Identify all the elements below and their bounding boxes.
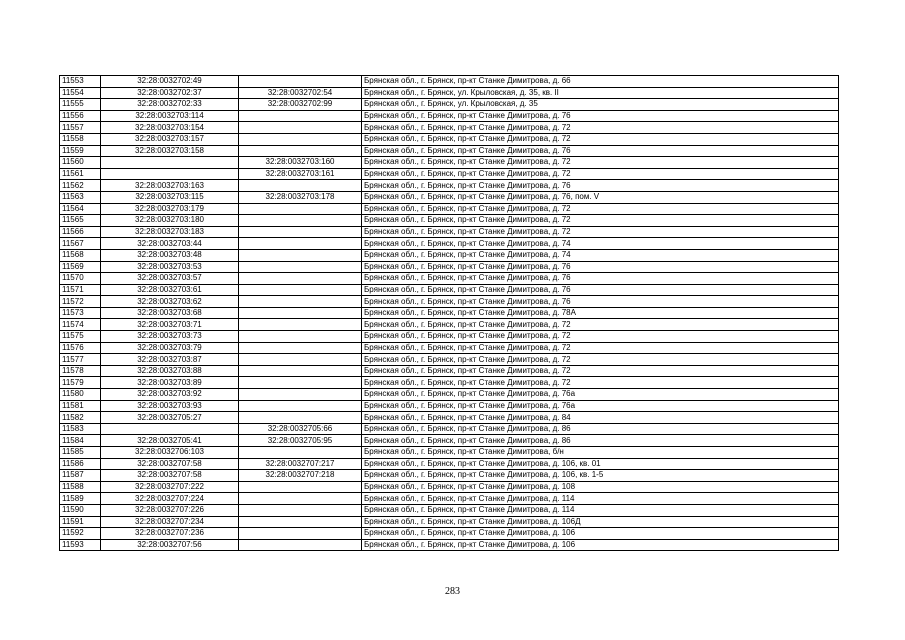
- land-cadastral-number-cell: 32:28:0032707:236: [101, 528, 239, 540]
- row-number-cell: 11577: [60, 354, 101, 366]
- table-row: [60, 447, 839, 459]
- land-cadastral-number-cell: 32:28:0032703:89: [101, 377, 239, 389]
- land-cadastral-number-cell: 32:28:0032703:88: [101, 365, 239, 377]
- row-number-cell: 11592: [60, 528, 101, 540]
- building-cadastral-number-cell: [239, 273, 362, 285]
- table-row: [60, 481, 839, 493]
- address-cell: Брянская обл., г. Брянск, пр-кт Станке Димитрова, д. 72: [362, 133, 839, 145]
- building-cadastral-number-cell: [239, 539, 362, 551]
- building-cadastral-number-cell: [239, 307, 362, 319]
- table-row: [60, 226, 839, 238]
- address-cell: Брянская обл., г. Брянск, пр-кт Станке Димитрова, д. 78А: [362, 307, 839, 319]
- land-cadastral-number-cell: 32:28:0032707:222: [101, 481, 239, 493]
- land-cadastral-number-cell: [101, 423, 239, 435]
- table-row: [60, 354, 839, 366]
- table-row: [60, 238, 839, 250]
- row-number-cell: 11556: [60, 110, 101, 122]
- table-row: [60, 157, 839, 169]
- table-row: [60, 435, 839, 447]
- row-number-cell: 11568: [60, 249, 101, 261]
- land-cadastral-number-cell: 32:28:0032703:115: [101, 191, 239, 203]
- row-number-cell: 11560: [60, 157, 101, 169]
- address-cell: Брянская обл., г. Брянск, пр-кт Станке Димитрова, б/н: [362, 447, 839, 459]
- table-row: [60, 273, 839, 285]
- table-row: [60, 87, 839, 99]
- row-number-cell: 11559: [60, 145, 101, 157]
- row-number-cell: 11583: [60, 423, 101, 435]
- land-cadastral-number-cell: 32:28:0032703:179: [101, 203, 239, 215]
- building-cadastral-number-cell: [239, 226, 362, 238]
- address-cell: Брянская обл., г. Брянск, пр-кт Станке Димитрова, д. 76: [362, 284, 839, 296]
- address-cell: Брянская обл., г. Брянск, пр-кт Станке Димитрова, д. 76: [362, 261, 839, 273]
- table-row: [60, 122, 839, 134]
- address-cell: Брянская обл., г. Брянск, пр-кт Станке Димитрова, д. 76а: [362, 389, 839, 401]
- table-row: [60, 133, 839, 145]
- land-cadastral-number-cell: 32:28:0032703:92: [101, 389, 239, 401]
- building-cadastral-number-cell: [239, 296, 362, 308]
- row-number-cell: 11591: [60, 516, 101, 528]
- building-cadastral-number-cell: [239, 504, 362, 516]
- building-cadastral-number-cell: [239, 412, 362, 424]
- row-number-cell: 11582: [60, 412, 101, 424]
- registry-table-body: [60, 76, 839, 551]
- building-cadastral-number-cell: [239, 331, 362, 343]
- address-cell: Брянская обл., г. Брянск, пр-кт Станке Димитрова, д. 76: [362, 296, 839, 308]
- row-number-cell: 11553: [60, 76, 101, 88]
- row-number-cell: 11575: [60, 331, 101, 343]
- row-number-cell: 11562: [60, 180, 101, 192]
- building-cadastral-number-cell: 32:28:0032703:178: [239, 191, 362, 203]
- row-number-cell: 11578: [60, 365, 101, 377]
- table-row: [60, 249, 839, 261]
- table-row: [60, 400, 839, 412]
- address-cell: Брянская обл., г. Брянск, пр-кт Станке Димитрова, д. 108: [362, 481, 839, 493]
- address-cell: Брянская обл., г. Брянск, пр-кт Станке Димитрова, д. 106Д: [362, 516, 839, 528]
- row-number-cell: 11564: [60, 203, 101, 215]
- building-cadastral-number-cell: [239, 145, 362, 157]
- table-row: [60, 423, 839, 435]
- building-cadastral-number-cell: 32:28:0032702:99: [239, 99, 362, 111]
- table-row: [60, 261, 839, 273]
- row-number-cell: 11588: [60, 481, 101, 493]
- row-number-cell: 11581: [60, 400, 101, 412]
- row-number-cell: 11561: [60, 168, 101, 180]
- land-cadastral-number-cell: 32:28:0032702:49: [101, 76, 239, 88]
- address-cell: Брянская обл., г. Брянск, пр-кт Станке Димитрова, д. 72: [362, 168, 839, 180]
- building-cadastral-number-cell: [239, 481, 362, 493]
- table-row: [60, 76, 839, 88]
- row-number-cell: 11586: [60, 458, 101, 470]
- table-row: [60, 203, 839, 215]
- building-cadastral-number-cell: [239, 342, 362, 354]
- row-number-cell: 11585: [60, 447, 101, 459]
- address-cell: Брянская обл., г. Брянск, пр-кт Станке Димитрова, д. 76: [362, 110, 839, 122]
- building-cadastral-number-cell: [239, 215, 362, 227]
- address-cell: Брянская обл., г. Брянск, пр-кт Станке Димитрова, д. 86: [362, 435, 839, 447]
- building-cadastral-number-cell: [239, 354, 362, 366]
- land-cadastral-number-cell: 32:28:0032703:93: [101, 400, 239, 412]
- building-cadastral-number-cell: [239, 400, 362, 412]
- row-number-cell: 11587: [60, 470, 101, 482]
- address-cell: Брянская обл., г. Брянск, пр-кт Станке Димитрова, д. 76: [362, 145, 839, 157]
- table-row: [60, 296, 839, 308]
- address-cell: Брянская обл., г. Брянск, пр-кт Станке Димитрова, д. 106: [362, 528, 839, 540]
- row-number-cell: 11576: [60, 342, 101, 354]
- land-cadastral-number-cell: 32:28:0032703:48: [101, 249, 239, 261]
- building-cadastral-number-cell: [239, 76, 362, 88]
- row-number-cell: 11580: [60, 389, 101, 401]
- table-row: [60, 331, 839, 343]
- row-number-cell: 11570: [60, 273, 101, 285]
- building-cadastral-number-cell: [239, 493, 362, 505]
- building-cadastral-number-cell: 32:28:0032702:54: [239, 87, 362, 99]
- row-number-cell: 11589: [60, 493, 101, 505]
- building-cadastral-number-cell: [239, 133, 362, 145]
- address-cell: Брянская обл., г. Брянск, пр-кт Станке Димитрова, д. 84: [362, 412, 839, 424]
- address-cell: Брянская обл., г. Брянск, пр-кт Станке Димитрова, д. 72: [362, 122, 839, 134]
- table-row: [60, 168, 839, 180]
- land-cadastral-number-cell: 32:28:0032703:57: [101, 273, 239, 285]
- land-cadastral-number-cell: 32:28:0032707:58: [101, 458, 239, 470]
- address-cell: Брянская обл., г. Брянск, пр-кт Станке Димитрова, д. 106: [362, 539, 839, 551]
- address-cell: Брянская обл., г. Брянск, пр-кт Станке Димитрова, д. 106, кв. 01: [362, 458, 839, 470]
- address-cell: Брянская обл., г. Брянск, пр-кт Станке Димитрова, д. 72: [362, 157, 839, 169]
- table-row: [60, 145, 839, 157]
- building-cadastral-number-cell: [239, 319, 362, 331]
- building-cadastral-number-cell: [239, 365, 362, 377]
- land-cadastral-number-cell: 32:28:0032703:157: [101, 133, 239, 145]
- address-cell: Брянская обл., г. Брянск, пр-кт Станке Димитрова, д. 72: [362, 377, 839, 389]
- address-cell: Брянская обл., г. Брянск, пр-кт Станке Димитрова, д. 76, пом. V: [362, 191, 839, 203]
- address-cell: Брянская обл., г. Брянск, пр-кт Станке Димитрова, д. 72: [362, 365, 839, 377]
- land-cadastral-number-cell: 32:28:0032703:158: [101, 145, 239, 157]
- address-cell: Брянская обл., г. Брянск, пр-кт Станке Димитрова, д. 72: [362, 319, 839, 331]
- land-cadastral-number-cell: 32:28:0032703:68: [101, 307, 239, 319]
- building-cadastral-number-cell: 32:28:0032705:95: [239, 435, 362, 447]
- building-cadastral-number-cell: [239, 447, 362, 459]
- building-cadastral-number-cell: [239, 249, 362, 261]
- land-cadastral-number-cell: 32:28:0032706:103: [101, 447, 239, 459]
- address-cell: Брянская обл., г. Брянск, пр-кт Станке Димитрова, д. 72: [362, 331, 839, 343]
- table-row: [60, 504, 839, 516]
- address-cell: Брянская обл., г. Брянск, пр-кт Станке Димитрова, д. 76а: [362, 400, 839, 412]
- address-cell: Брянская обл., г. Брянск, пр-кт Станке Димитрова, д. 114: [362, 504, 839, 516]
- table-row: [60, 342, 839, 354]
- land-cadastral-number-cell: 32:28:0032703:73: [101, 331, 239, 343]
- row-number-cell: 11572: [60, 296, 101, 308]
- building-cadastral-number-cell: [239, 110, 362, 122]
- land-cadastral-number-cell: 32:28:0032703:62: [101, 296, 239, 308]
- building-cadastral-number-cell: 32:28:0032707:218: [239, 470, 362, 482]
- row-number-cell: 11565: [60, 215, 101, 227]
- row-number-cell: 11558: [60, 133, 101, 145]
- address-cell: Брянская обл., г. Брянск, пр-кт Станке Димитрова, д. 76: [362, 273, 839, 285]
- land-cadastral-number-cell: 32:28:0032707:56: [101, 539, 239, 551]
- table-row: [60, 180, 839, 192]
- row-number-cell: 11555: [60, 99, 101, 111]
- building-cadastral-number-cell: [239, 261, 362, 273]
- row-number-cell: 11590: [60, 504, 101, 516]
- land-cadastral-number-cell: 32:28:0032703:79: [101, 342, 239, 354]
- table-row: [60, 307, 839, 319]
- address-cell: Брянская обл., г. Брянск, пр-кт Станке Димитрова, д. 72: [362, 354, 839, 366]
- address-cell: Брянская обл., г. Брянск, пр-кт Станке Димитрова, д. 72: [362, 203, 839, 215]
- building-cadastral-number-cell: [239, 203, 362, 215]
- table-row: [60, 215, 839, 227]
- address-cell: Брянская обл., г. Брянск, ул. Крыловская, д. 35: [362, 99, 839, 111]
- row-number-cell: 11554: [60, 87, 101, 99]
- land-cadastral-number-cell: 32:28:0032703:183: [101, 226, 239, 238]
- address-cell: Брянская обл., г. Брянск, пр-кт Станке Димитрова, д. 106, кв. 1-5: [362, 470, 839, 482]
- land-cadastral-number-cell: 32:28:0032707:224: [101, 493, 239, 505]
- row-number-cell: 11584: [60, 435, 101, 447]
- address-cell: Брянская обл., г. Брянск, ул. Крыловская, д. 35, кв. II: [362, 87, 839, 99]
- row-number-cell: 11567: [60, 238, 101, 250]
- table-row: [60, 470, 839, 482]
- row-number-cell: 11579: [60, 377, 101, 389]
- land-cadastral-number-cell: 32:28:0032707:226: [101, 504, 239, 516]
- land-cadastral-number-cell: 32:28:0032705:27: [101, 412, 239, 424]
- table-row: [60, 389, 839, 401]
- land-cadastral-number-cell: 32:28:0032702:33: [101, 99, 239, 111]
- building-cadastral-number-cell: [239, 238, 362, 250]
- land-cadastral-number-cell: 32:28:0032703:154: [101, 122, 239, 134]
- row-number-cell: 11569: [60, 261, 101, 273]
- address-cell: Брянская обл., г. Брянск, пр-кт Станке Димитрова, д. 74: [362, 238, 839, 250]
- address-cell: Брянская обл., г. Брянск, пр-кт Станке Димитрова, д. 72: [362, 226, 839, 238]
- table-row: [60, 284, 839, 296]
- land-cadastral-number-cell: 32:28:0032705:41: [101, 435, 239, 447]
- land-cadastral-number-cell: [101, 157, 239, 169]
- address-cell: Брянская обл., г. Брянск, пр-кт Станке Димитрова, д. 76: [362, 180, 839, 192]
- table-row: [60, 412, 839, 424]
- registry-table: [59, 75, 839, 551]
- table-row: [60, 458, 839, 470]
- row-number-cell: 11573: [60, 307, 101, 319]
- address-cell: Брянская обл., г. Брянск, пр-кт Станке Димитрова, д. 86: [362, 423, 839, 435]
- land-cadastral-number-cell: 32:28:0032703:61: [101, 284, 239, 296]
- land-cadastral-number-cell: [101, 168, 239, 180]
- land-cadastral-number-cell: 32:28:0032703:44: [101, 238, 239, 250]
- table-row: [60, 539, 839, 551]
- page-number: 283: [445, 586, 460, 597]
- building-cadastral-number-cell: 32:28:0032703:161: [239, 168, 362, 180]
- land-cadastral-number-cell: 32:28:0032703:87: [101, 354, 239, 366]
- table-row: [60, 365, 839, 377]
- address-cell: Брянская обл., г. Брянск, пр-кт Станке Димитрова, д. 66: [362, 76, 839, 88]
- land-cadastral-number-cell: 32:28:0032707:234: [101, 516, 239, 528]
- building-cadastral-number-cell: [239, 528, 362, 540]
- address-cell: Брянская обл., г. Брянск, пр-кт Станке Димитрова, д. 72: [362, 342, 839, 354]
- table-row: [60, 191, 839, 203]
- table-row: [60, 493, 839, 505]
- row-number-cell: 11593: [60, 539, 101, 551]
- table-row: [60, 99, 839, 111]
- row-number-cell: 11563: [60, 191, 101, 203]
- table-row: [60, 110, 839, 122]
- building-cadastral-number-cell: 32:28:0032707:217: [239, 458, 362, 470]
- building-cadastral-number-cell: [239, 377, 362, 389]
- building-cadastral-number-cell: [239, 122, 362, 134]
- land-cadastral-number-cell: 32:28:0032703:180: [101, 215, 239, 227]
- building-cadastral-number-cell: [239, 516, 362, 528]
- table-row: [60, 516, 839, 528]
- row-number-cell: 11566: [60, 226, 101, 238]
- address-cell: Брянская обл., г. Брянск, пр-кт Станке Димитрова, д. 72: [362, 215, 839, 227]
- building-cadastral-number-cell: [239, 389, 362, 401]
- table-row: [60, 319, 839, 331]
- land-cadastral-number-cell: 32:28:0032702:37: [101, 87, 239, 99]
- land-cadastral-number-cell: 32:28:0032703:53: [101, 261, 239, 273]
- building-cadastral-number-cell: [239, 284, 362, 296]
- building-cadastral-number-cell: [239, 180, 362, 192]
- table-row: [60, 377, 839, 389]
- address-cell: Брянская обл., г. Брянск, пр-кт Станке Димитрова, д. 74: [362, 249, 839, 261]
- address-cell: Брянская обл., г. Брянск, пр-кт Станке Димитрова, д. 114: [362, 493, 839, 505]
- land-cadastral-number-cell: 32:28:0032703:71: [101, 319, 239, 331]
- building-cadastral-number-cell: 32:28:0032705:66: [239, 423, 362, 435]
- row-number-cell: 11557: [60, 122, 101, 134]
- land-cadastral-number-cell: 32:28:0032703:163: [101, 180, 239, 192]
- row-number-cell: 11571: [60, 284, 101, 296]
- land-cadastral-number-cell: 32:28:0032703:114: [101, 110, 239, 122]
- table-row: [60, 528, 839, 540]
- row-number-cell: 11574: [60, 319, 101, 331]
- building-cadastral-number-cell: 32:28:0032703:160: [239, 157, 362, 169]
- land-cadastral-number-cell: 32:28:0032707:58: [101, 470, 239, 482]
